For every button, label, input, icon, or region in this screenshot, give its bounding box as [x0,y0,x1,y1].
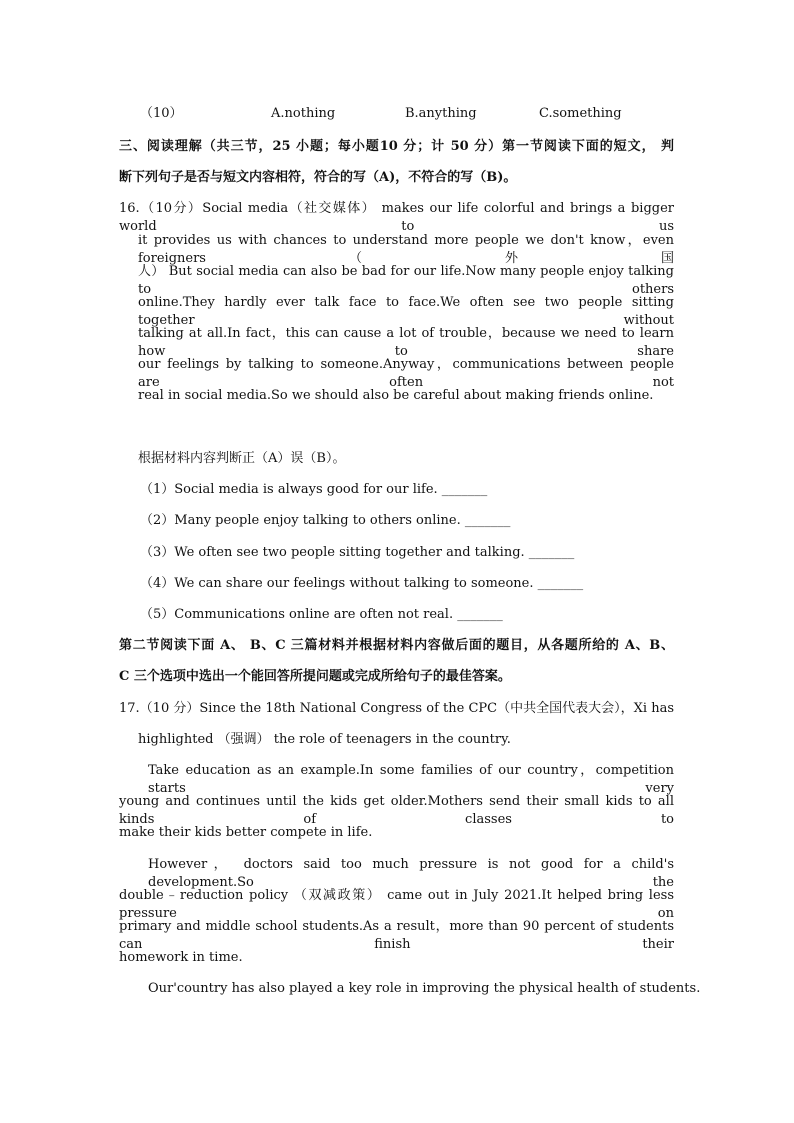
judgement-item: （5）Communications online are often not real. _______ [140,607,503,622]
section-heading: 第二节阅读下面 A、 B、C 三篇材料并根据材料内容做后面的题目，从各题所给的 A、B、 [119,638,674,653]
passage-line: homework in time. [119,950,243,965]
judgement-item: （4）We can share our feelings without talking to someone. _______ [140,576,584,591]
section-heading: 三、阅读理解（共三节，25 小题；每小题10 分；计 50 分）第一节阅读下面的短文， 判 [119,139,674,154]
passage-line: online.They hardly ever talk face to face.We often see two people sitting together without [138,295,674,328]
passage-line: 人） But social media can also be bad for our life.Now many people enjoy talking to others [138,264,674,297]
instruction-text: 根据材料内容判断正（A）误（B）。 [138,451,346,466]
passage-line: double﹣reduction policy （双减政策） came out in July 2021.It helped bring less pressure on [119,888,674,921]
judgement-item: （1）Social media is always good for our life. _______ [140,482,488,497]
question-number: （10） [140,106,183,121]
passage-line: young and continues until the kids get older.Mothers send their small kids to all kinds of classes to [119,794,674,827]
passage-line: 16.（10分）Social media（社交媒体） makes our life colorful and brings a bigger world to us [119,201,674,234]
option-a: A.nothing [271,106,336,121]
passage-line: primary and middle school students.As a result，more than 90 percent of students can finish their [119,919,674,952]
passage-line: However， doctors said too much pressure is not good for a child's development.So the [148,857,674,890]
passage-line: 17.（10 分）Since the 18th National Congress of the CPC（中共全国代表大会），Xi has [119,701,674,716]
passage-line: our feelings by talking to someone.Anyway，communications between people are often not [138,357,674,390]
passage-line: real in social media.So we should also be careful about making friends online. [138,388,654,403]
passage-line: Our'country has also played a key role in improving the physical health of students. [148,981,701,996]
section-heading-cont: C 三个选项中选出一个能回答所提问题或完成所给句子的最佳答案。 [119,669,511,684]
passage-line: it provides us with chances to understand more people we don't know，even foreigners（外国 [138,233,674,266]
option-b: B.anything [405,106,477,121]
judgement-item: （3）We often see two people sitting together and talking. _______ [140,545,575,560]
passage-line: Take education as an example.In some families of our country，competition starts very [148,763,674,796]
judgement-item: （2）Many people enjoy talking to others online. _______ [140,513,511,528]
section-heading-cont: 断下列句子是否与短文内容相符，符合的写（A)，不符合的写（B)。 [119,170,517,185]
passage-line: highlighted （强调） the role of teenagers in the country. [138,732,511,747]
passage-line: make their kids better compete in life. [119,825,373,840]
passage-line: talking at all.In fact，this can cause a lot of trouble，because we need to learn how to share [138,326,674,359]
option-c: C.something [539,106,622,121]
